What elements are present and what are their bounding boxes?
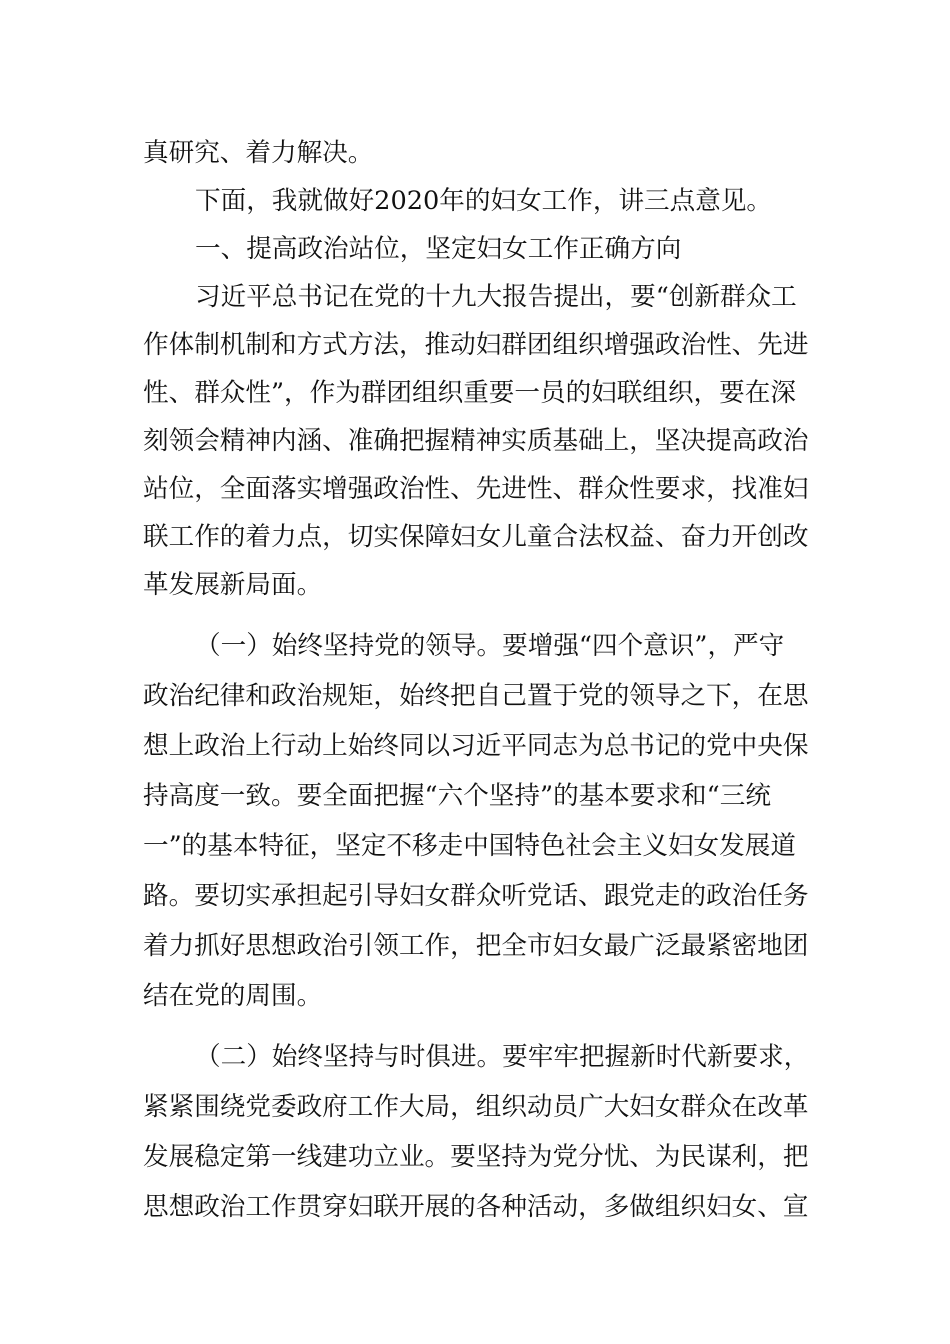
text-line: 一”的基本特征，坚定不移走中国特色社会主义妇女发展道	[143, 831, 796, 861]
text-line: 作体制机制和方式方法，推动妇群团组织增强政治性、先进	[143, 330, 809, 360]
text-line: 紧紧围绕党委政府工作大局，组织动员广大妇女群众在改革	[143, 1092, 809, 1122]
text-line: 思想政治工作贯穿妇联开展的各种活动，多做组织妇女、宣	[143, 1192, 809, 1222]
section-heading: 一、提高政治站位，坚定妇女工作正确方向	[195, 234, 682, 264]
text-line: （一）始终坚持党的领导。要增强“四个意识”，严守	[195, 631, 785, 661]
text-line: 真研究、着力解决。	[143, 138, 374, 168]
text-line: 革发展新局面。	[143, 570, 323, 600]
text-line: 着力抓好思想政治引领工作，把全市妇女最广泛最紧密地团	[143, 931, 809, 961]
text-line: 站位，全面落实增强政治性、先进性、群众性要求，找准妇	[143, 474, 809, 504]
text-line: 性、群众性”，作为群团组织重要一员的妇联组织，要在深	[143, 378, 796, 408]
text-line: 路。要切实承担起引导妇女群众听党话、跟党走的政治任务	[143, 881, 809, 911]
text-line: 想上政治上行动上始终同以习近平同志为总书记的党中央保	[143, 731, 809, 761]
text-line: 下面，我就做好2020年的妇女工作，讲三点意见。	[195, 186, 773, 216]
text-line: 持高度一致。要全面把握“六个坚持”的基本要求和“三统	[143, 781, 771, 811]
text-line: 习近平总书记在党的十九大报告提出，要“创新群众工	[195, 282, 797, 312]
text-line: 刻领会精神内涵、准确把握精神实质基础上，坚决提高政治	[143, 426, 809, 456]
text-line: 政治纪律和政治规矩，始终把自己置于党的领导之下，在思	[143, 681, 809, 711]
text-line: 发展稳定第一线建功立业。要坚持为党分忧、为民谋利，把	[143, 1142, 809, 1172]
text-line: 联工作的着力点，切实保障妇女儿童合法权益、奋力开创改	[143, 522, 809, 552]
text-line: 结在党的周围。	[143, 981, 323, 1011]
text-line: （二）始终坚持与时俱进。要牢牢把握新时代新要求，	[195, 1042, 810, 1072]
